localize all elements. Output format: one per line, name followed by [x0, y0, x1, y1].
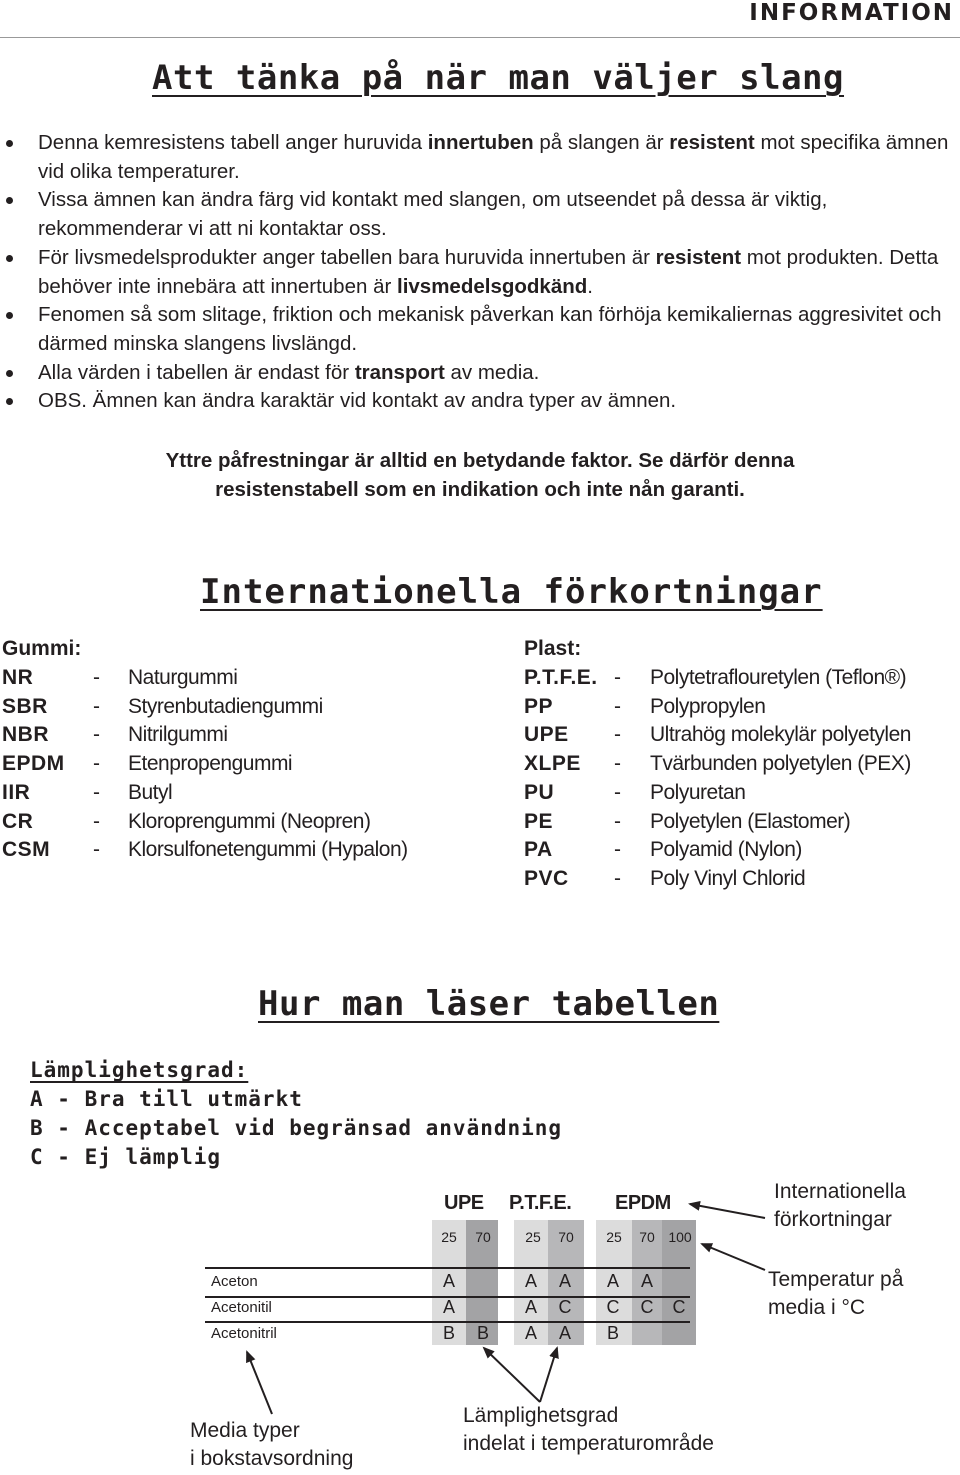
- abbreviation-dash: -: [93, 666, 100, 689]
- abbreviation-desc: Tvärbunden polyetylen (PEX): [650, 752, 911, 776]
- bullet-text: OBS. Ämnen kan ändra karaktär vid kontakt av andra typer av ämnen.: [38, 389, 677, 413]
- legend-line: B - Acceptabel vid begränsad användning: [30, 1116, 563, 1140]
- grade-cell: A: [558, 1271, 571, 1291]
- media-name: Acetonitil: [211, 1299, 272, 1316]
- emphasis-text: resistent: [669, 131, 755, 154]
- abbreviation-desc: Styrenbutadiengummi: [128, 694, 323, 718]
- temp-label: 25: [441, 1229, 457, 1245]
- temp-label: 70: [639, 1229, 655, 1245]
- temp-label: 70: [475, 1229, 491, 1245]
- grade-cell: C: [640, 1297, 654, 1317]
- grade-cell: C: [672, 1297, 686, 1317]
- grade-cell: A: [558, 1323, 571, 1343]
- bullet-text: Denna kemresistens tabell anger huruvida: [38, 131, 428, 154]
- abbreviation-code: P.T.F.E.: [524, 666, 598, 689]
- abbreviation-desc: Klorsulfonetengummi (Hypalon): [128, 838, 408, 862]
- callout-line: Internationella: [774, 1180, 906, 1203]
- abbreviation-desc: Butyl: [128, 780, 173, 804]
- callout-line: media i °C: [768, 1296, 866, 1319]
- grade-cell: A: [524, 1323, 537, 1343]
- media-name: Aceton: [211, 1273, 258, 1290]
- abbreviation-dash: -: [614, 723, 621, 747]
- grade-cell: B: [476, 1323, 489, 1343]
- arrow-to-media: [247, 1352, 272, 1414]
- callout-line: Lämplighetsgrad: [463, 1404, 619, 1427]
- grade-cell: B: [442, 1323, 455, 1343]
- bullet-text: .: [587, 274, 593, 298]
- temp-label: 100: [668, 1229, 692, 1245]
- arrow-to-grade-right: [540, 1348, 557, 1402]
- emphasis-text: transport: [354, 360, 445, 384]
- abbreviation-code: XLPE: [524, 752, 581, 776]
- arrow-to-abbreviation: [690, 1204, 765, 1218]
- header-label: INFORMATION: [749, 0, 954, 26]
- abbreviation-code: PP: [524, 694, 554, 718]
- legend-title: Lämplighetsgrad:: [30, 1058, 249, 1082]
- arrow-to-grade-left: [484, 1348, 540, 1402]
- abbreviation-desc: Poly Vinyl Chlorid: [650, 866, 806, 890]
- callout-media-types: [190, 1417, 353, 1473]
- emphasis-text: resistent: [655, 245, 742, 269]
- abbreviation-desc: Polyamid (Nylon): [650, 838, 802, 862]
- abbreviation-desc: Etenpropengummi: [128, 752, 293, 776]
- rubber-heading: Gummi:: [2, 637, 82, 660]
- abbreviation-dash: -: [614, 694, 621, 718]
- section-title-choosing-hose: Att tänka på när man väljer slang: [152, 58, 845, 98]
- bullet-text: För livsmedelsprodukter anger tabellen bara huruvida innertuben är: [38, 245, 656, 269]
- abbreviation-desc: Polypropylen: [650, 694, 766, 718]
- section-title-how-to-read: Hur man läser tabellen: [258, 984, 720, 1024]
- abbreviation-dash: -: [93, 780, 100, 804]
- abbreviation-desc: Polyetylen (Elastomer): [650, 809, 851, 833]
- plastic-heading: Plast:: [524, 637, 582, 660]
- abbreviation-dash: -: [93, 838, 100, 862]
- callout-line: i bokstavsordning: [190, 1447, 354, 1470]
- abbreviation-dash: -: [614, 809, 621, 833]
- callout-line: Media typer: [190, 1419, 300, 1442]
- bullet-text: Vissa ämnen kan ändra färg vid kontakt med slangen, om utseendet på dessa är viktig, rekommenderar vi att ni kontaktar oss.: [38, 188, 828, 241]
- abbreviation-code: CR: [2, 809, 34, 833]
- abbreviation-code: IIR: [2, 780, 31, 804]
- abbreviation-dash: -: [93, 723, 100, 747]
- warning-line: Yttre påfrestningar är alltid en betydande faktor. Se därför denna: [165, 449, 795, 472]
- abbreviation-dash: -: [614, 838, 621, 862]
- abbreviation-desc: Nitrilgummi: [128, 723, 228, 747]
- bullet-text: Alla värden i tabellen är endast för: [38, 360, 355, 384]
- abbreviation-code: PVC: [524, 866, 569, 890]
- grade-cell: C: [606, 1297, 620, 1317]
- warning-line: resistenstabell som en indikation och inte nån garanti.: [215, 478, 745, 501]
- abbreviation-code: NBR: [2, 723, 49, 747]
- abbreviation-code: UPE: [524, 723, 569, 747]
- abbreviation-dash: -: [614, 752, 621, 776]
- legend-line: A - Bra till utmärkt: [30, 1087, 303, 1111]
- abbreviation-code: EPDM: [2, 752, 65, 776]
- abbreviation-desc: Polyuretan: [650, 780, 746, 804]
- abbreviation-desc: Kloroprengummi (Neopren): [128, 809, 371, 833]
- grade-cell: A: [524, 1297, 537, 1317]
- abbreviation-desc: Polytetraflouretylen (Teflon®): [650, 666, 907, 689]
- callout-temperature: [768, 1266, 903, 1322]
- abbreviation-dash: -: [93, 694, 100, 718]
- abbreviation-dash: -: [93, 752, 100, 776]
- callout-grade: [463, 1402, 714, 1458]
- bullet-text: på slangen är: [533, 131, 670, 154]
- emphasis-text: innertuben: [427, 131, 534, 154]
- temp-label: 70: [558, 1229, 574, 1245]
- bullet-text: Fenomen så som slitage, friktion och mekanisk påverkan kan förhöja kemikaliernas aggresivitet och därmed minska slangens livslängd.: [38, 303, 942, 355]
- arrow-to-temperature: [702, 1244, 765, 1270]
- callout-line: Temperatur på: [768, 1268, 904, 1291]
- abbreviation-code: PU: [524, 780, 555, 804]
- temp-label: 25: [606, 1229, 622, 1245]
- section-title-abbreviations: Internationella förkortningar: [200, 572, 823, 612]
- abbreviation-code: CSM: [2, 838, 51, 862]
- abbreviation-code: PE: [524, 809, 554, 833]
- grade-cell: B: [606, 1323, 619, 1343]
- bullet-text: mot specifika ämnen vid olika temperaturer.: [38, 131, 949, 183]
- grade-cell: A: [442, 1297, 455, 1317]
- group-label-upe: UPE: [444, 1192, 484, 1214]
- abbreviation-code: PA: [524, 838, 553, 862]
- emphasis-text: livsmedelsgodkänd: [397, 274, 588, 298]
- abbreviation-dash: -: [614, 866, 621, 890]
- abbreviation-desc: Naturgummi: [128, 666, 238, 689]
- abbreviation-code: SBR: [2, 694, 48, 718]
- group-label-epdm: EPDM: [615, 1192, 671, 1214]
- callout-abbreviation: [774, 1178, 906, 1234]
- temp-label: 25: [525, 1229, 541, 1245]
- group-label-ptfe: P.T.F.E.: [509, 1192, 572, 1214]
- bullet-text: mot produkten. Detta behöver inte innebära att innertuben är: [38, 245, 939, 298]
- callout-line: indelat i temperaturområde: [463, 1432, 714, 1455]
- grade-cell: A: [640, 1271, 653, 1291]
- grade-cell: A: [524, 1271, 537, 1291]
- grade-cell: A: [442, 1271, 455, 1291]
- abbreviation-dash: -: [614, 666, 621, 689]
- media-name: Acetonitril: [211, 1325, 277, 1342]
- grade-cell: C: [558, 1297, 572, 1317]
- grade-cell: A: [606, 1271, 619, 1291]
- abbreviation-code: NR: [2, 666, 34, 689]
- abbreviation-desc: Ultrahög molekylär polyetylen: [650, 723, 911, 747]
- legend-line: C - Ej lämplig: [30, 1145, 222, 1169]
- callout-line: förkortningar: [774, 1208, 892, 1231]
- bullet-text: av media.: [444, 360, 540, 384]
- abbreviation-dash: -: [614, 780, 621, 804]
- abbreviation-dash: -: [93, 809, 100, 833]
